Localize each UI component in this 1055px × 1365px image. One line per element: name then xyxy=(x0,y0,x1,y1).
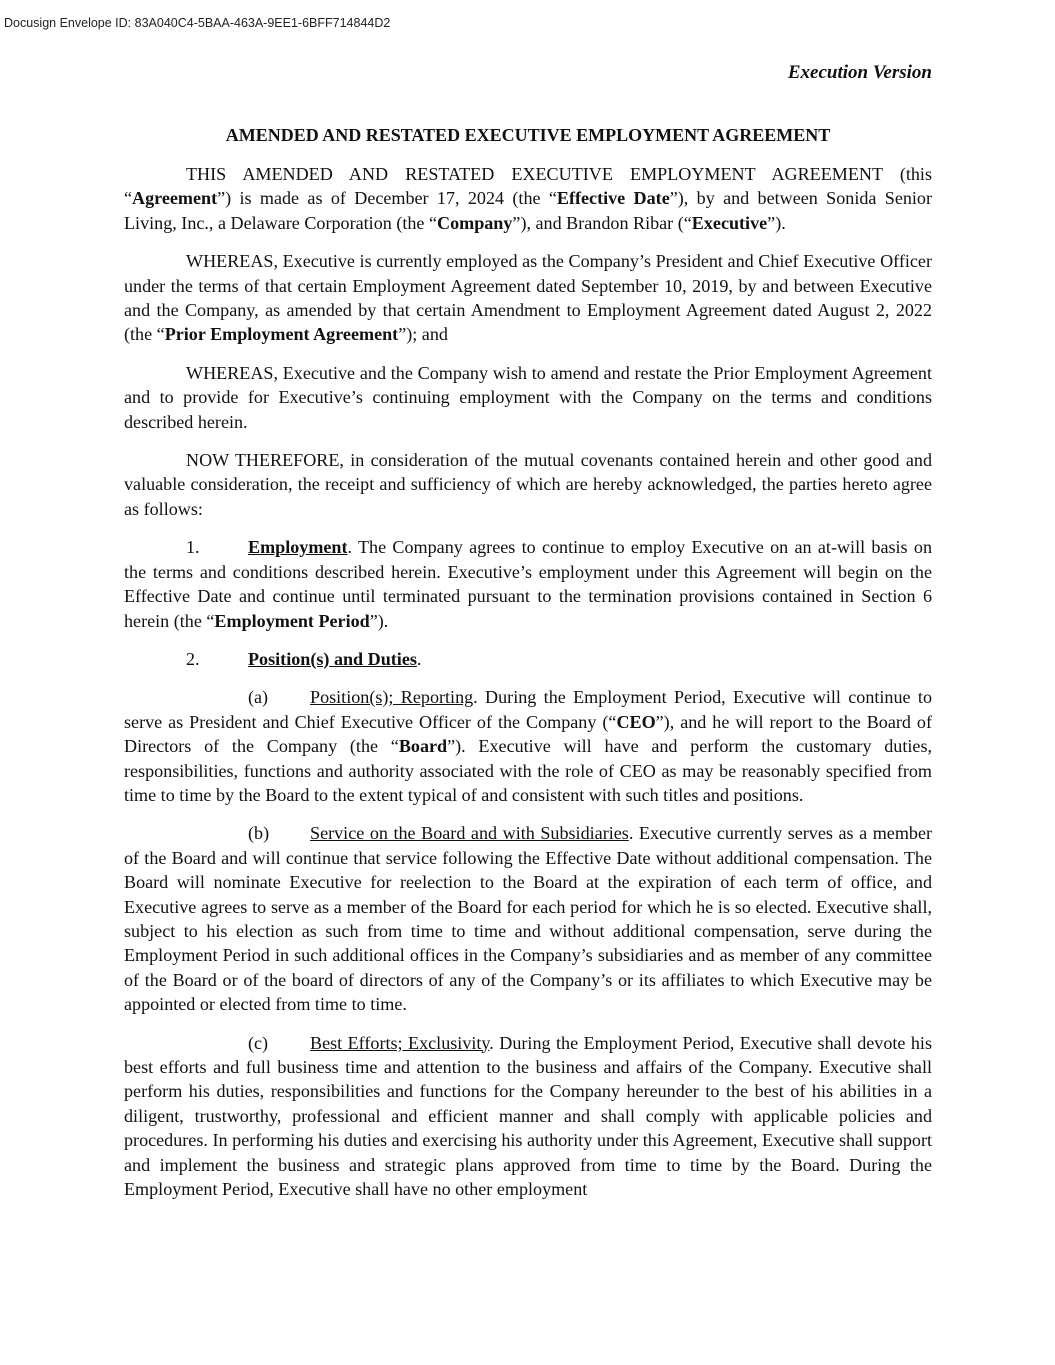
section-number: 1. xyxy=(186,537,200,558)
section-2-heading: 2. Position(s) and Duties. xyxy=(124,647,932,671)
section-heading: Employment xyxy=(248,537,348,558)
section-number: 2. xyxy=(186,648,200,669)
section-1-employment: 1. Employment. The Company agrees to continue to employ Executive on an at-will basis on the terms and conditions described herein. Executive’s employment under this Agreement will begin on the Effective Date and continue until terminated pursuant to the termination provisions contained in Section 6 herein (the “Employment Period”). xyxy=(124,537,932,631)
whereas-paragraph-2: WHEREAS, Executive and the Company wish to amend and restate the Prior Employment Agreement and to provide for Executive’s continuing employment with the Company on the terms and conditions described herein. xyxy=(124,362,932,432)
subsection-b: (b) Service on the Board and with Subsidiaries. Executive currently serves as a member of the Board and will continue that service following the Effective Date without additional compensation. The Board will nominate Executive for reelection to the Board at the expiration of each term of office, and Executive agrees to serve as a member of the Board for each period for which he is so elected. Executive shall, subject to his election as such from time to time and without additional compensation, serve during the Employment Period in such additional offices in the Company’s subsidiaries and as member of any committee of the Board or of the board of directors of any of the Company’s or its affiliates to which Executive may be appointed or elected from time to time. xyxy=(124,823,932,1015)
docusign-envelope-id: Docusign Envelope ID: 83A040C4-5BAA-463A-9EE1-6BFF714844D2 xyxy=(4,16,391,30)
subsection-c: (c) Best Efforts; Exclusivity. During the Employment Period, Executive shall devote his best efforts and full business time and attention to the business and affairs of the Company. Executive shall perform his duties, responsibilities and functions for the Company hereunder to the best of his abilities in a diligent, trustworthy, professional and efficient manner and shall comply with applicable policies and procedures. In performing his duties and exercising his authority under this Agreement, Executive shall support and implement the business and strategic plans approved from time to time by the Board. During the Employment Period, Executive shall have no other employment xyxy=(124,1032,933,1200)
document-body xyxy=(124,162,932,1215)
subsection-marker: (b) xyxy=(248,823,270,844)
subsection-heading: Position(s); Reporting xyxy=(310,687,474,708)
subsection-marker: (a) xyxy=(248,687,269,708)
execution-version-label: Execution Version xyxy=(787,62,932,83)
section-heading: Position(s) and Duties xyxy=(248,648,417,669)
document-title: AMENDED AND RESTATED EXECUTIVE EMPLOYMENT AGREEMENT xyxy=(225,125,831,145)
subsection-a: (a) Position(s); Reporting. During the Employment Period, Executive will continue to serve as President and Chief Executive Officer of the Company (“CEO”), and he will report to the Board of Directors of the Company (the “Board”). Executive will have and perform the customary duties, responsibilities, functions and authority associated with the role of CEO as may be reasonably specified from time to time by the Board to the extent typical of and consistent with such titles and positions. xyxy=(124,687,933,805)
intro-paragraph: THIS AMENDED AND RESTATED EXECUTIVE EMPLOYMENT AGREEMENT (this “Agreement”) is made as of December 17, 2024 (the “Effective Date”), by and between Sonida Senior Living, Inc., a Delaware Corporation (the “Company”), and Brandon Ribar (“Executive”). xyxy=(124,164,932,233)
subsection-heading: Service on the Board and with Subsidiaries xyxy=(310,823,629,844)
whereas-paragraph-1: WHEREAS, Executive is currently employed as the Company’s President and Chief Executive Officer under the terms of that certain Employment Agreement dated September 10, 2019, by and between Executive and the Company, as amended by that certain Amendment to Employment Agreement dated August 2, 2022 (the “Prior Employment Agreement”); and xyxy=(124,251,932,345)
subsection-heading: Best Efforts; Exclusivity xyxy=(310,1032,490,1053)
now-therefore-paragraph: NOW THEREFORE, in consideration of the mutual covenants contained herein and other good and valuable consideration, the receipt and sufficiency of which are hereby acknowledged, the parties hereto agree as follows: xyxy=(124,450,932,519)
subsection-marker: (c) xyxy=(248,1032,269,1053)
